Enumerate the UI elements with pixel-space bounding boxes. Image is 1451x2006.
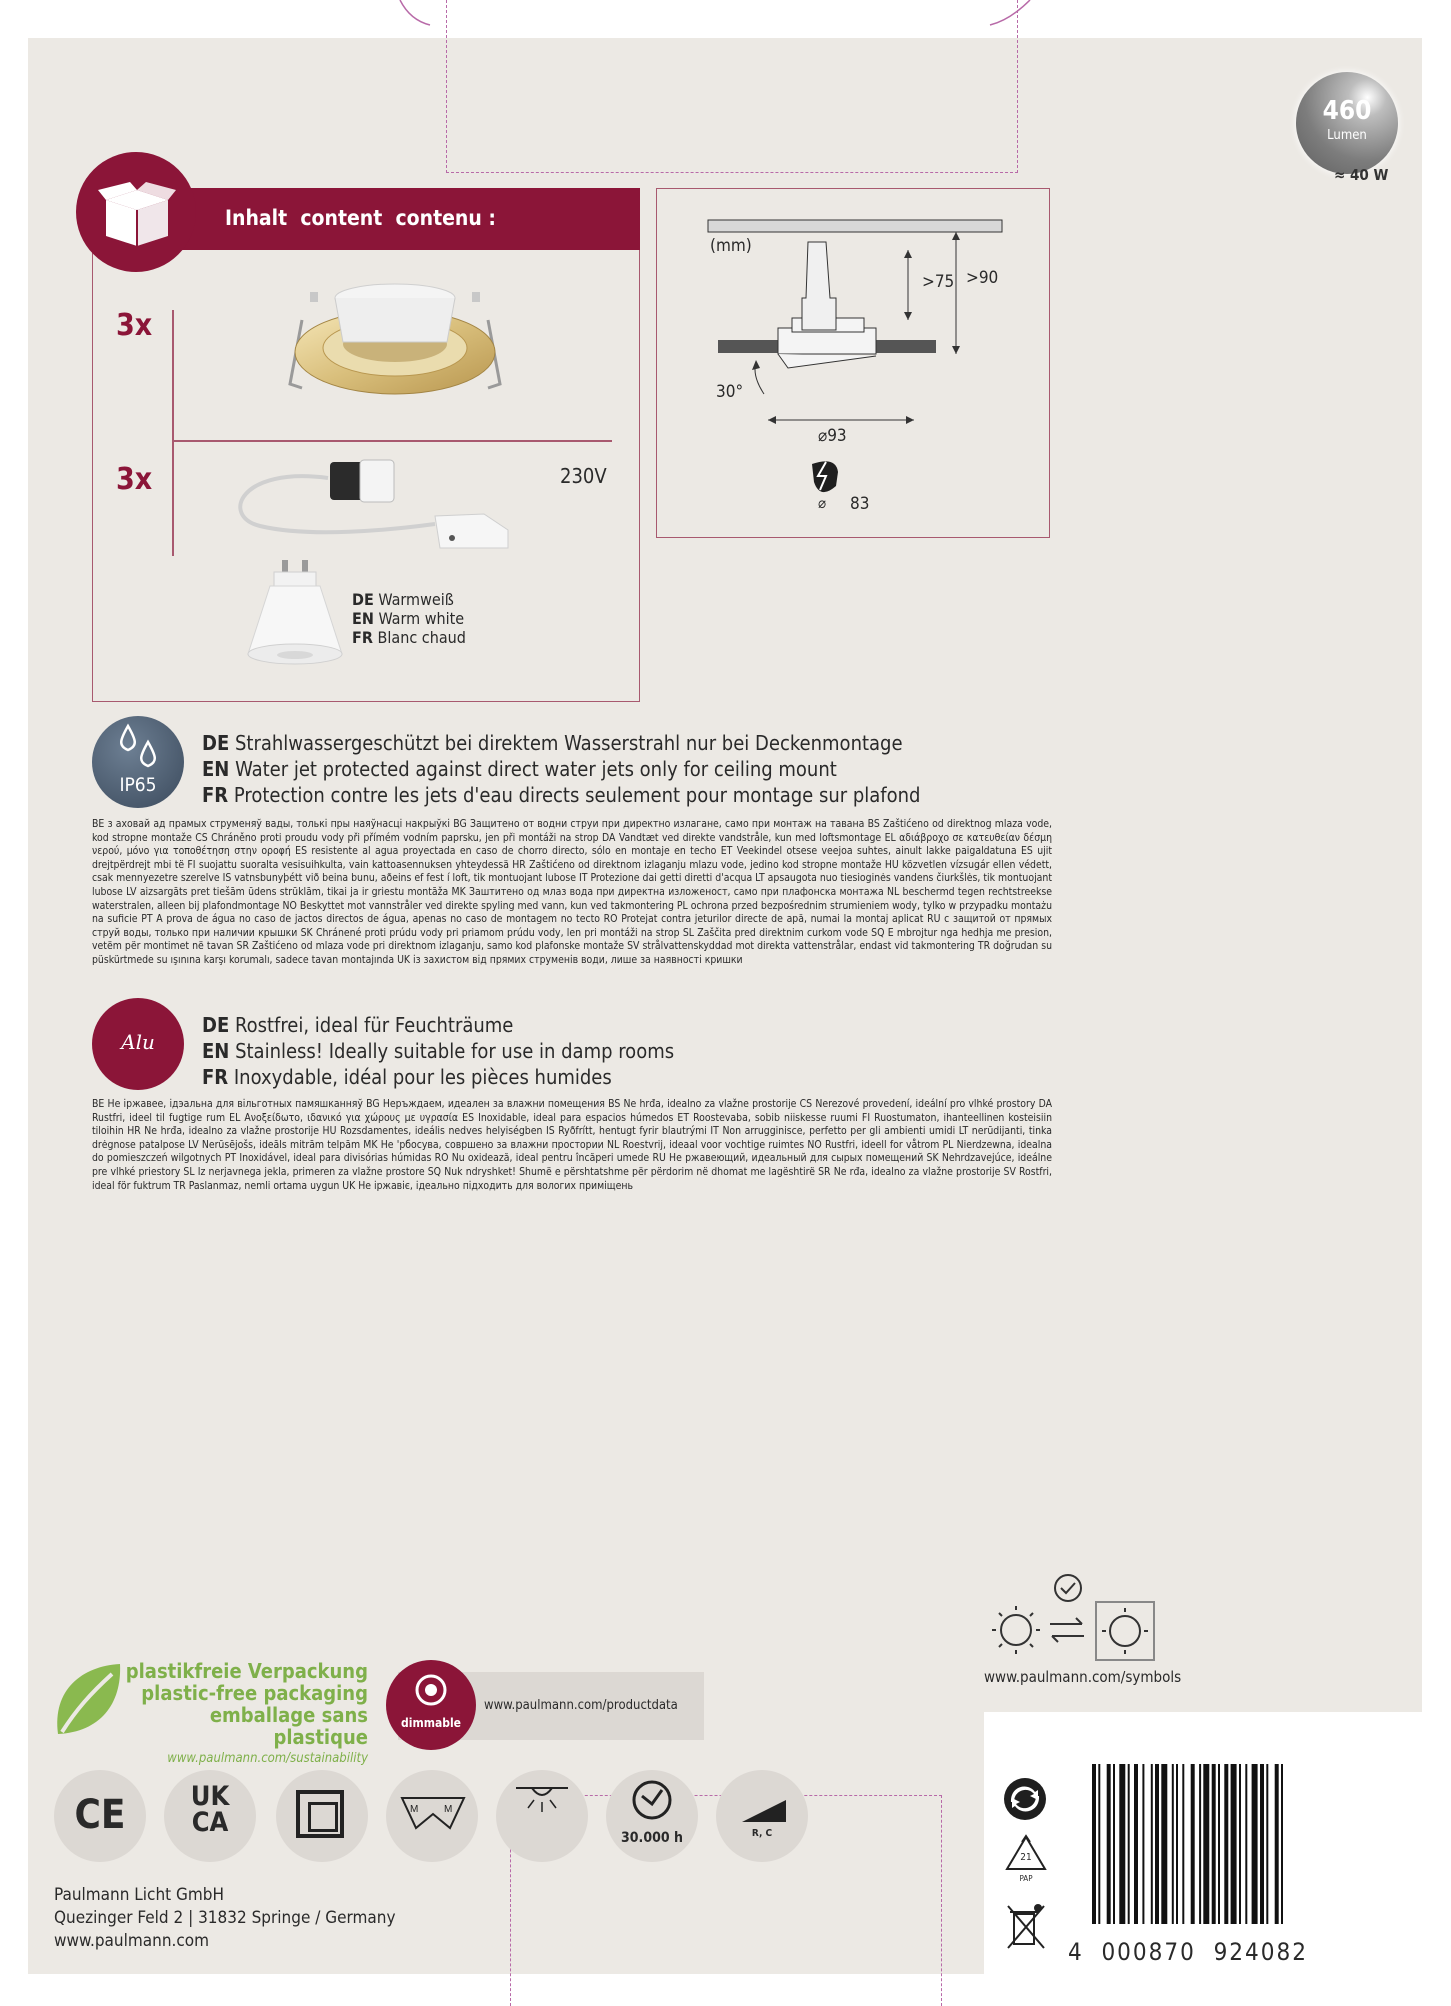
recycle-material: PAP (1019, 1874, 1033, 1883)
barcode-bar (1191, 1764, 1195, 1924)
barcode-bar (1212, 1764, 1216, 1924)
ip-line-de: DE Strahlwassergeschützt bei direktem Wasserstrahl nur bei Deckenmontage (202, 731, 903, 755)
lumen-value: 460 (1322, 96, 1372, 126)
ce-text: CE (74, 1792, 126, 1838)
plastic-free-en: plastic-free packaging (141, 1681, 368, 1705)
barcode-bar (1203, 1764, 1209, 1924)
dim-tilt: 30° (716, 382, 744, 402)
plastic-free-text (120, 1660, 368, 1770)
barcode-bar (1231, 1764, 1237, 1924)
contents-header: Inhalt content contenu : (225, 206, 496, 230)
barcode-bar (1113, 1764, 1115, 1924)
clock-icon (630, 1778, 674, 1822)
ean-barcode (1092, 1764, 1374, 1924)
barcode-bar (1182, 1764, 1184, 1924)
voltage-label: 230V (560, 464, 607, 488)
barcode-bar (1260, 1764, 1264, 1924)
barcode-bar (1176, 1764, 1178, 1924)
symbols-link[interactable]: www.paulmann.com/symbols (984, 1668, 1182, 1686)
ip65-label: IP65 (119, 774, 157, 796)
barcode-bar (1161, 1764, 1167, 1924)
alu-line-en: EN Stainless! Ideally suitable for use in damp rooms (202, 1039, 675, 1063)
dim-cutout-symbol: ⌀ (818, 494, 827, 512)
barcode-bar (1119, 1764, 1125, 1924)
dim-total: >90 (966, 268, 999, 288)
lamp-desc-en: EN Warm white (352, 609, 465, 628)
barcode-bar (1245, 1764, 1247, 1924)
dim-depth: >75 (922, 272, 955, 292)
company-website[interactable]: www.paulmann.com (54, 1931, 210, 1951)
barcode-bar (1128, 1764, 1130, 1924)
double-square-icon (296, 1790, 344, 1838)
gu10-lamp-illustration (240, 558, 350, 678)
barcode-bar (1098, 1764, 1100, 1924)
weee-bin-icon (1004, 1902, 1048, 1950)
barcode-bar (1266, 1764, 1268, 1924)
lamp-desc-de: DE Warmweiß (352, 590, 454, 609)
barcode-bar (1134, 1764, 1138, 1924)
alu-line-fr: FR Inoxydable, idéal pour les pièces humides (202, 1065, 612, 1089)
contents-divider-vertical (172, 310, 174, 556)
barcode-bar (1151, 1764, 1153, 1924)
plastic-free-fr: emballage sans plastique (209, 1703, 368, 1749)
quantity-lamp: 3x (116, 462, 153, 497)
ip-text-block (202, 730, 920, 808)
lifetime-hours: 30.000 h (621, 1830, 683, 1846)
barcode-bar (1107, 1764, 1111, 1924)
mm-furniture-icon (400, 1796, 466, 1834)
barcode-bar (1239, 1764, 1241, 1924)
water-drops-icon (112, 722, 166, 774)
ip-line-fr: FR Protection contre les jets d'eau directs seulement pour montage sur plafond (202, 783, 921, 807)
sustainability-link[interactable]: www.paulmann.com/sustainability (167, 1751, 368, 1766)
light-exchange-icon (984, 1572, 1160, 1666)
barcode-bar (1155, 1764, 1159, 1924)
barcode-bar (1218, 1764, 1220, 1924)
barcode-bar (1275, 1764, 1279, 1924)
lumen-unit: Lumen (1327, 128, 1367, 143)
productdata-link[interactable]: www.paulmann.com/productdata (484, 1698, 678, 1713)
dimmable-label: dimmable (401, 1716, 461, 1730)
quantity-downlight: 3x (116, 308, 153, 343)
barcode-bar (1172, 1764, 1174, 1924)
watt-equivalent: ≈ 40 W (1334, 166, 1389, 184)
connector-illustration (220, 456, 520, 556)
svg-text:M: M (410, 1804, 419, 1815)
alu-label: Alu (121, 1030, 155, 1054)
lamp-description (352, 590, 466, 647)
company-street: Quezinger Feld 2 | 31832 Springe / Germany (54, 1908, 396, 1928)
recycle-number: 21 (1020, 1852, 1032, 1863)
ceiling-lamp-icon (514, 1782, 570, 1822)
dimmer-icon (413, 1672, 449, 1708)
energy-class: R, C (751, 1828, 773, 1839)
barcode-bar (1281, 1764, 1283, 1924)
alu-line-de: DE Rostfrei, ideal für Feuchträume (202, 1013, 514, 1037)
company-address (54, 1884, 396, 1953)
plastic-free-de: plastikfreie Verpackung (125, 1659, 368, 1683)
alu-text-block (202, 1012, 674, 1090)
dim-diameter: ⌀93 (818, 426, 847, 446)
lamp-desc-fr: FR Blanc chaud (352, 628, 466, 647)
dieline-curves (390, 0, 1050, 30)
barcode-bar (1092, 1764, 1096, 1924)
barcode-bar (1224, 1764, 1228, 1924)
ukca-text: UK CA (190, 1781, 230, 1838)
barcode-bar (1142, 1764, 1144, 1924)
dim-cutout: 83 (850, 494, 870, 514)
leaf-icon (52, 1660, 124, 1740)
contents-divider-horizontal (172, 440, 612, 442)
alu-multilang-text: BE Не іржавее, ідэальна для вільготных памяшканняў BG Неръждаем, идеален за влажни помещения BS Ne hrđa, idealno za vlažne prostorije CS Nerezové provedení, ideální pro vlhké prostory DA Rustfri, ideel til fugtige rum EL Ανοξείδωτο, ιδανικό για χώρους με υγρασία ES Inoxidable, ideal para espacios húmedos ET Roostevaba, sobib niiskesse ruumi FI Ruostumaton, ihanteellinen kosteisiin tiloihin HR Ne hrđa, idealno za vlažne prostorije HU Rozsdamentes, ideális nedves helyiségben IS Ryðfrítt, hentugt fyrir blautrými IT Non arrugginisce, perfetto per gli ambienti umidi LT nerūdijanti, tinka drėgnose patalpose LV Nerūsējošs, ideāls mitrām telpām MK Не 'рбосува, совршено за влажни простории NL Roestvrij, ideaal voor vochtige ruimtes NO Rustfri, ideell for våtrom PL Nierdzewna, idealna do pomieszczeń wilgotnych PT Inoxidável, ideal para divisórias húmidas RO Nu oxidează, ideal pentru încăperi umede RU Не ржавеющий, идеальный для сырых помещений SK Nehrdzavejúce, ideálne pre vlhké priestory SL Iz nerjavnega jekla, primeren za vlažne prostore SQ Nuk ndryshket! Shumë e përshtatshme për përdorim në dhomat me lagështirë SR Ne rđa, idealno za vlažne prostorije SV Rostfri, ideal för fuktrum TR Paslanmaz, nemli ortama uygun UK Не іржавіє, ідеально підходить для вологих приміщень (92, 1098, 1052, 1192)
dimming-ramp-icon (740, 1796, 788, 1824)
ean-digits: 4 000870 924082 (1068, 1938, 1308, 1966)
barcode-bar (1199, 1764, 1201, 1924)
ip-multilang-text: BE з ахoвай ад прамых струменяў вады, толькі пры наяўнасці накрыўкі BG Защитено от водни струи при директно излагане, само при монтаж на тавана BS Zaštićeno od direktnog mlaza vode, kod stropne montaže CS Chráněno proti proudu vody při přímém vodním paprsku, jen při montáži na strop DA Vandtæt ved direkte vandstråle, kun med loftsmontage EL αδιάβροχο σε κατευθείαν δέσμη νερού, μόνο για τοποθέτηση στην οροφή ES resistente al agua proyectada en caso de chorro directo, sólo en montaje en techo ET Veekindel otsese veejoa suhtes, ainult lakke paigaldatuna ES ujit drejtpërdrejt mbi të FI suojattu suoralta vesisuihkulta, vain kattoasennuksen yhteydessä HR Zaštićeno od direktnom izlaganju mlazu vode, jedino kod stropne montaže HU közvetlen vízsugár ellen védett, csak mennyezetre szerelve IS vatnsbunуþétt við beina bunu, aðeins ef fest í loft, tik montuojant lubose IT Protezione dai getti diretti d'acqua LT apsaugota nuo tiesioginės vandens čiurkšlės, tik montuojant lubose LV aizsargāts pret tiešām ūdens strūklām, tikai ja ir griestu montāža MK Заштитено од млаз вода при директна изложеност, само при плафонска монтажа NL beschermd tegen rechtstreekse waterstralen, alleen bij plafondmontage NO Beskyttet mot vannstråler ved direkte spyling med vann, kun ved takmontering PL ochrona przed bezpośrednim strumieniem wody, tylko w przypadku montażu na suficie PT A prova de água no caso de jactos directos de água, apenas no caso de montagem no tecto RO Protejat contra jeturilor directe de apă, numai la montaj aplicat RU с защитой от прямых струй воды, только при наличии крышки SK Chránené proti prúdu vody pri priamom prúdu vody, len pri montáži na strop SL Zaščita pred direktnim curkom vode SQ E mbrojtur nga hedhja me presion, vetëm për montimet në tavan SR Zaštićeno od mlaza vode pri direktnom izlaganju, samo kod plafonske montaže SV strålvattenskyddad mot direkta vattenstrålar, endast vid takmontering TR doğrudan su püskürtmede su ışınına karşı korumalı, sadece tavan montajında UK із захистом від прямих струменів води, лише за наявності кришки (92, 818, 1052, 966)
svg-text:M: M (444, 1804, 453, 1815)
box-icon (96, 182, 178, 248)
downlight-illustration (280, 272, 510, 412)
green-dot-icon (1002, 1776, 1048, 1822)
company-name: Paulmann Licht GmbH (54, 1885, 224, 1905)
ip-line-en: EN Water jet protected against direct water jets only for ceiling mount (202, 757, 837, 781)
barcode-bar (1252, 1764, 1258, 1924)
dim-unit: (mm) (710, 236, 752, 256)
